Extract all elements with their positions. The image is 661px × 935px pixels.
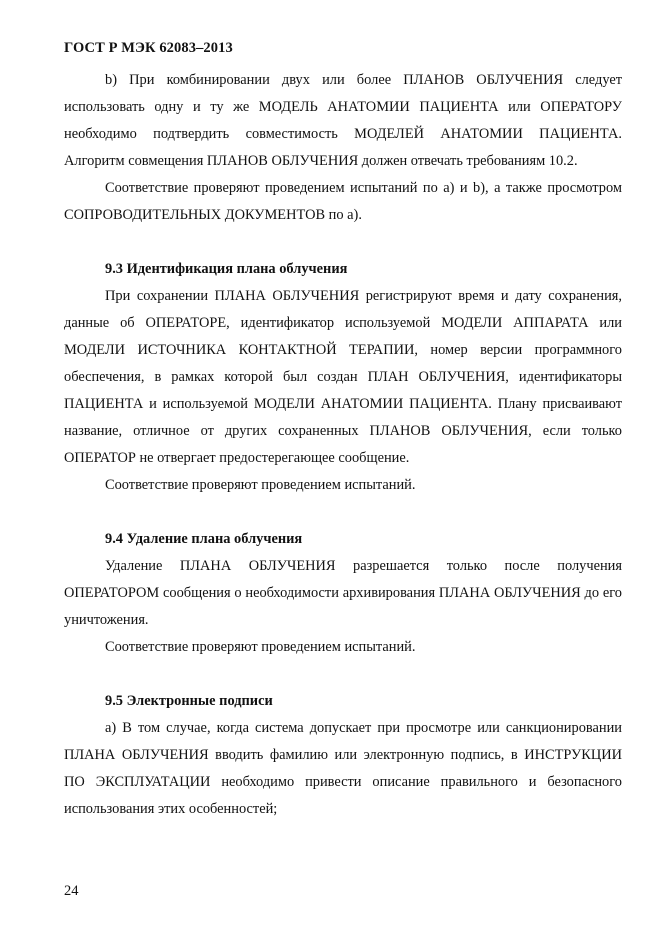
compliance-paragraph: Соответствие проверяют проведением испытаний. (105, 639, 416, 655)
paragraph-plan-deletion: Удаление ПЛАНА ОБЛУЧЕНИЯ разрешается только после получения ОПЕРАТОРОМ сообщения о необходимости архивирования ПЛАНА ОБЛУЧЕНИЯ до его уничтожения. (64, 558, 622, 628)
paragraph-a-electronic-signatures: а) В том случае, когда система допускает при просмотре или санкционировании ПЛАНА ОБЛУЧЕНИЯ вводить фамилию или электронную подпись, в ИНСТРУКЦИИ ПО ЭКСПЛУАТАЦИИ необходимо привести описание правильного и безопасного использования этих особенностей; (64, 720, 622, 817)
compliance-paragraph: Соответствие проверяют проведением испытаний. (105, 477, 416, 493)
section-heading-9-3: 9.3 Идентификация плана облучения (105, 261, 348, 277)
standard-header: ГОСТ Р МЭК 62083–2013 (64, 40, 233, 56)
paragraph-b-combining-plans: b) При комбинировании двух или более ПЛАНОВ ОБЛУЧЕНИЯ следует использовать одну и ту же МОДЕЛЬ АНАТОМИИ ПАЦИЕНТА или ОПЕРАТОРУ необходимо подтвердить совместимость МОДЕЛЕЙ АНАТОМИИ ПАЦИЕНТА. Алгоритм совмещения ПЛАНОВ ОБЛУЧЕНИЯ должен отвечать требованиям 10.2. (64, 72, 622, 169)
section-heading-9-5: 9.5 Электронные подписи (105, 693, 273, 709)
compliance-paragraph: Соответствие проверяют проведением испытаний по а) и b), а также просмотром СОПРОВОДИТЕЛЬНЫХ ДОКУМЕНТОВ по а). (64, 180, 622, 223)
page-number: 24 (64, 883, 79, 899)
document-body (64, 67, 622, 823)
paragraph-plan-identification: При сохранении ПЛАНА ОБЛУЧЕНИЯ регистрируют время и дату сохранения, данные об ОПЕРАТОРЕ, идентификатор используемой МОДЕЛИ АППАРАТА или МОДЕЛИ ИСТОЧНИКА КОНТАКТНОЙ ТЕРАПИИ, номер версии программного обеспечения, в рамках которой был создан ПЛАН ОБЛУЧЕНИЯ, идентификаторы ПАЦИЕНТА и используемой МОДЕЛИ АНАТОМИИ ПАЦИЕНТА. Плану присваивают название, отличное от других сохраненных ПЛАНОВ ОБЛУЧЕНИЯ, если только ОПЕРАТОР не отвергает предостерегающее сообщение. (64, 288, 622, 466)
section-heading-9-4: 9.4 Удаление плана облучения (105, 531, 303, 547)
